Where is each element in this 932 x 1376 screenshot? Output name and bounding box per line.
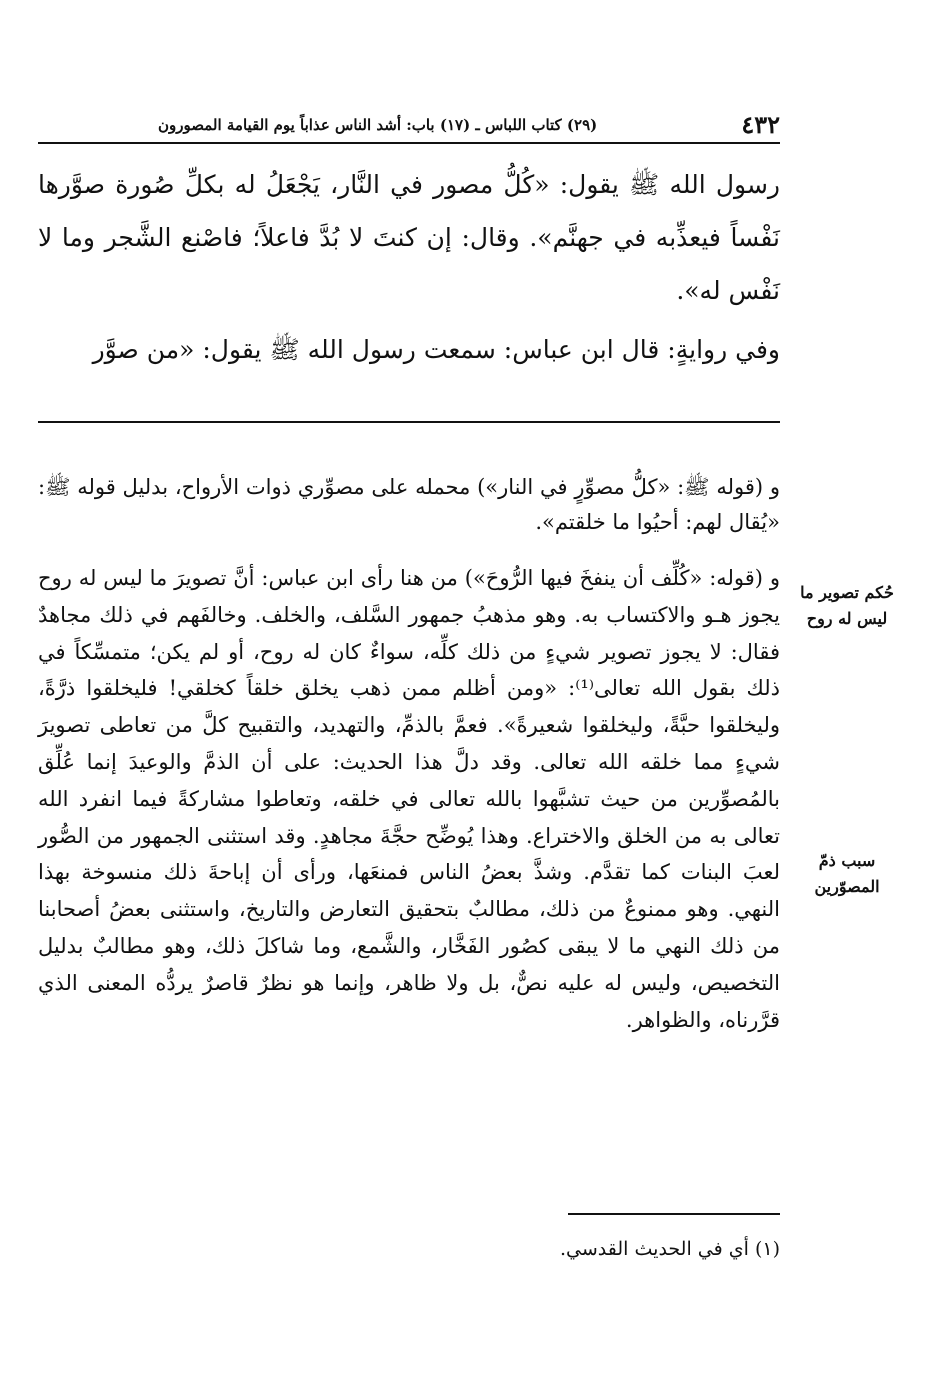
section-divider [38, 421, 780, 423]
hadith-paragraph: وفي روايةٍ: قال ابن عباس: سمعت رسول الله ﷺ يقول: «من صوَّر [92, 335, 780, 364]
page-number: ٤٣٢ [741, 110, 780, 139]
page-header [38, 108, 780, 144]
hadith-paragraph: رسول الله ﷺ يقول: «كُلُّ مصور في النَّار، يَجْعَلُ له بكلِّ صُورة صوَّرها نَفْساً فيعذِّبه في جهنَّم». وقال: إن كنتَ لا بُدَّ فاعلاً؛ فاصْنع الشَّجر وما لا نَفْس له». [38, 170, 780, 305]
running-head: (٢٩) كتاب اللباس ـ (١٧) باب: أشد الناس عذاباً يوم القيامة المصورون [158, 116, 598, 134]
commentary-paragraph: و (قوله: «كُلِّف أن ينفخَ فيها الرُّوحَ») من هنا رأى ابن عباس: أنَّ تصويرَ ما ليس له روح يجوز هـو والاكتساب به. وهو مذهبُ جمهور السَّلف، والخلف. وخالفَهم في ذلك مجاهدٌ فقال: لا يجوز تصوير شيءٍ من ذلك كلِّه، سواءٌ كان له روح، أو لم يكن؛ متمسِّكاً في ذلك بقول الله تعالى⁽¹⁾: «ومن أظلم ممن ذهب يخلق خلقاً كخلقي! فليخلقوا ذرَّةً، وليخلقوا حبَّةً، وليخلقوا شعيرةً». فعمَّ بالذمِّ، والتهديد، والتقبيح كلَّ من تعاطى تصويرَ شيءٍ مما خلقه الله تعالى. وقد دلَّ هذا الحديث: على أن الذمَّ والوعيدَ إنما عُلِّق بالمُصوِّرين من حيث تشبَّهوا بالله تعالى في خلقه، وتعاطوا مشاركةً فيما انفرد الله تعالى به من الخلق والاختراع. وهذا يُوضِّح حجَّةَ مجاهدٍ. وقد استثنى الجمهور من الصُّور لعبَ البنات كما تقدَّم. وشذَّ بعضُ الناس فمنعَها، ورأى أن إباحةَ ذلك منسوخة بهذا النهي. وهو ممنوعٌ من ذلك، مطالبٌ بتحقيق التعارض والتاريخ، واستثنى بعضُ أصحابنا من ذلك النهي ما لا يبقى كصُور الفَخَّار، والشَّمع، وما شاكلَ ذلك، وهو مطالبٌ بدليل التخصيص، وليس له عليه نصٌّ، بل ولا ظاهر، وإنما هو نظرٌ قاصرٌ يردُّه المعنى الذي قرَّرناه، والظواهر. [38, 566, 781, 1032]
margin-note: حُكم تصوير ما ليس له روح [800, 583, 894, 628]
footnote: (١) أي في الحديث القدسي. [560, 1238, 780, 1260]
commentary-paragraph: و (قوله ﷺ: «كلُّ مصوِّرٍ في النار») محمله على مصوِّري ذوات الأرواح، بدليل قوله ﷺ: «يُقال لهم: أحيُوا ما خلقتم». [38, 475, 780, 534]
margin-note: سبب ذمّ المصوّرين [814, 851, 880, 896]
footnote-rule [568, 1213, 780, 1215]
hadith-text [38, 158, 780, 376]
commentary-text [38, 470, 780, 1038]
